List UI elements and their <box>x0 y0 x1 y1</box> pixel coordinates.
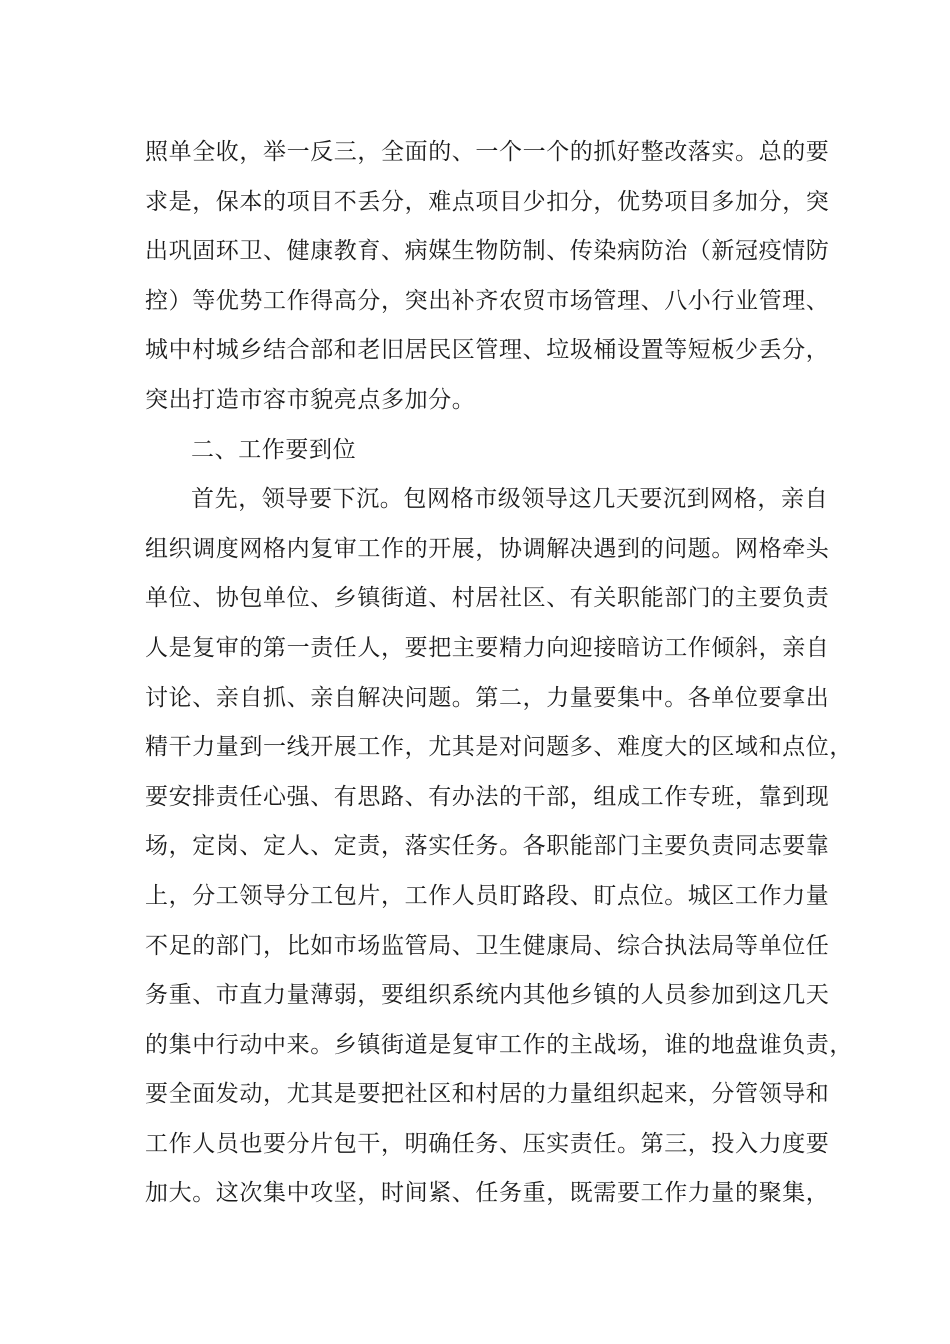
text-line: 上，分工领导分工包片，工作人员盯路段、盯点位。城区工作力量 <box>145 882 830 909</box>
text-line: 首先，领导要下沉。包网格市级领导这几天要沉到网格，亲自 <box>191 486 829 513</box>
text-line: 不足的部门，比如市场监管局、卫生健康局、综合执法局等单位任 <box>145 932 830 959</box>
text-line: 单位、协包单位、乡镇街道、村居社区、有关职能部门的主要负责 <box>145 585 830 612</box>
text-line: 控）等优势工作得高分，突出补齐农贸市场管理、八小行业管理、 <box>145 287 830 314</box>
text-line: 场，定岗、定人、定责，落实任务。各职能部门主要负责同志要靠 <box>145 833 830 860</box>
text-line: 人是复审的第一责任人，要把主要精力向迎接暗访工作倾斜，亲自 <box>145 634 830 661</box>
text-line: 工作人员也要分片包干，明确任务、压实责任。第三，投入力度要 <box>145 1130 830 1157</box>
text-line: 加大。这次集中攻坚，时间紧、任务重，既需要工作力量的聚集， <box>145 1180 830 1207</box>
text-line: 要全面发动，尤其是要把社区和村居的力量组织起来，分管领导和 <box>145 1081 830 1108</box>
text-line: 的集中行动中来。乡镇街道是复审工作的主战场，谁的地盘谁负责， <box>145 1031 853 1058</box>
text-line: 城中村城乡结合部和老旧居民区管理、垃圾桶设置等短板少丢分， <box>145 337 830 364</box>
text-line: 求是，保本的项目不丢分，难点项目少扣分，优势项目多加分，突 <box>145 188 830 215</box>
document-body <box>145 128 853 1219</box>
text-line: 组织调度网格内复审工作的开展，协调解决遇到的问题。网格牵头 <box>145 535 830 562</box>
text-line: 务重、市直力量薄弱，要组织系统内其他乡镇的人员参加到这几天 <box>145 982 830 1009</box>
text-line: 要安排责任心强、有思路、有办法的干部，组成工作专班，靠到现 <box>145 783 830 810</box>
text-line: 出巩固环卫、健康教育、病媒生物防制、传染病防治（新冠疫情防 <box>145 238 830 265</box>
text-line: 讨论、亲自抓、亲自解决问题。第二，力量要集中。各单位要拿出 <box>145 684 830 711</box>
text-line: 突出打造市容市貌亮点多加分。 <box>145 386 476 413</box>
text-line: 精干力量到一线开展工作，尤其是对问题多、难度大的区域和点位， <box>145 734 853 761</box>
section-heading: 二、工作要到位 <box>191 436 357 463</box>
text-line: 照单全收，举一反三，全面的、一个一个的抓好整改落实。总的要 <box>145 139 830 165</box>
